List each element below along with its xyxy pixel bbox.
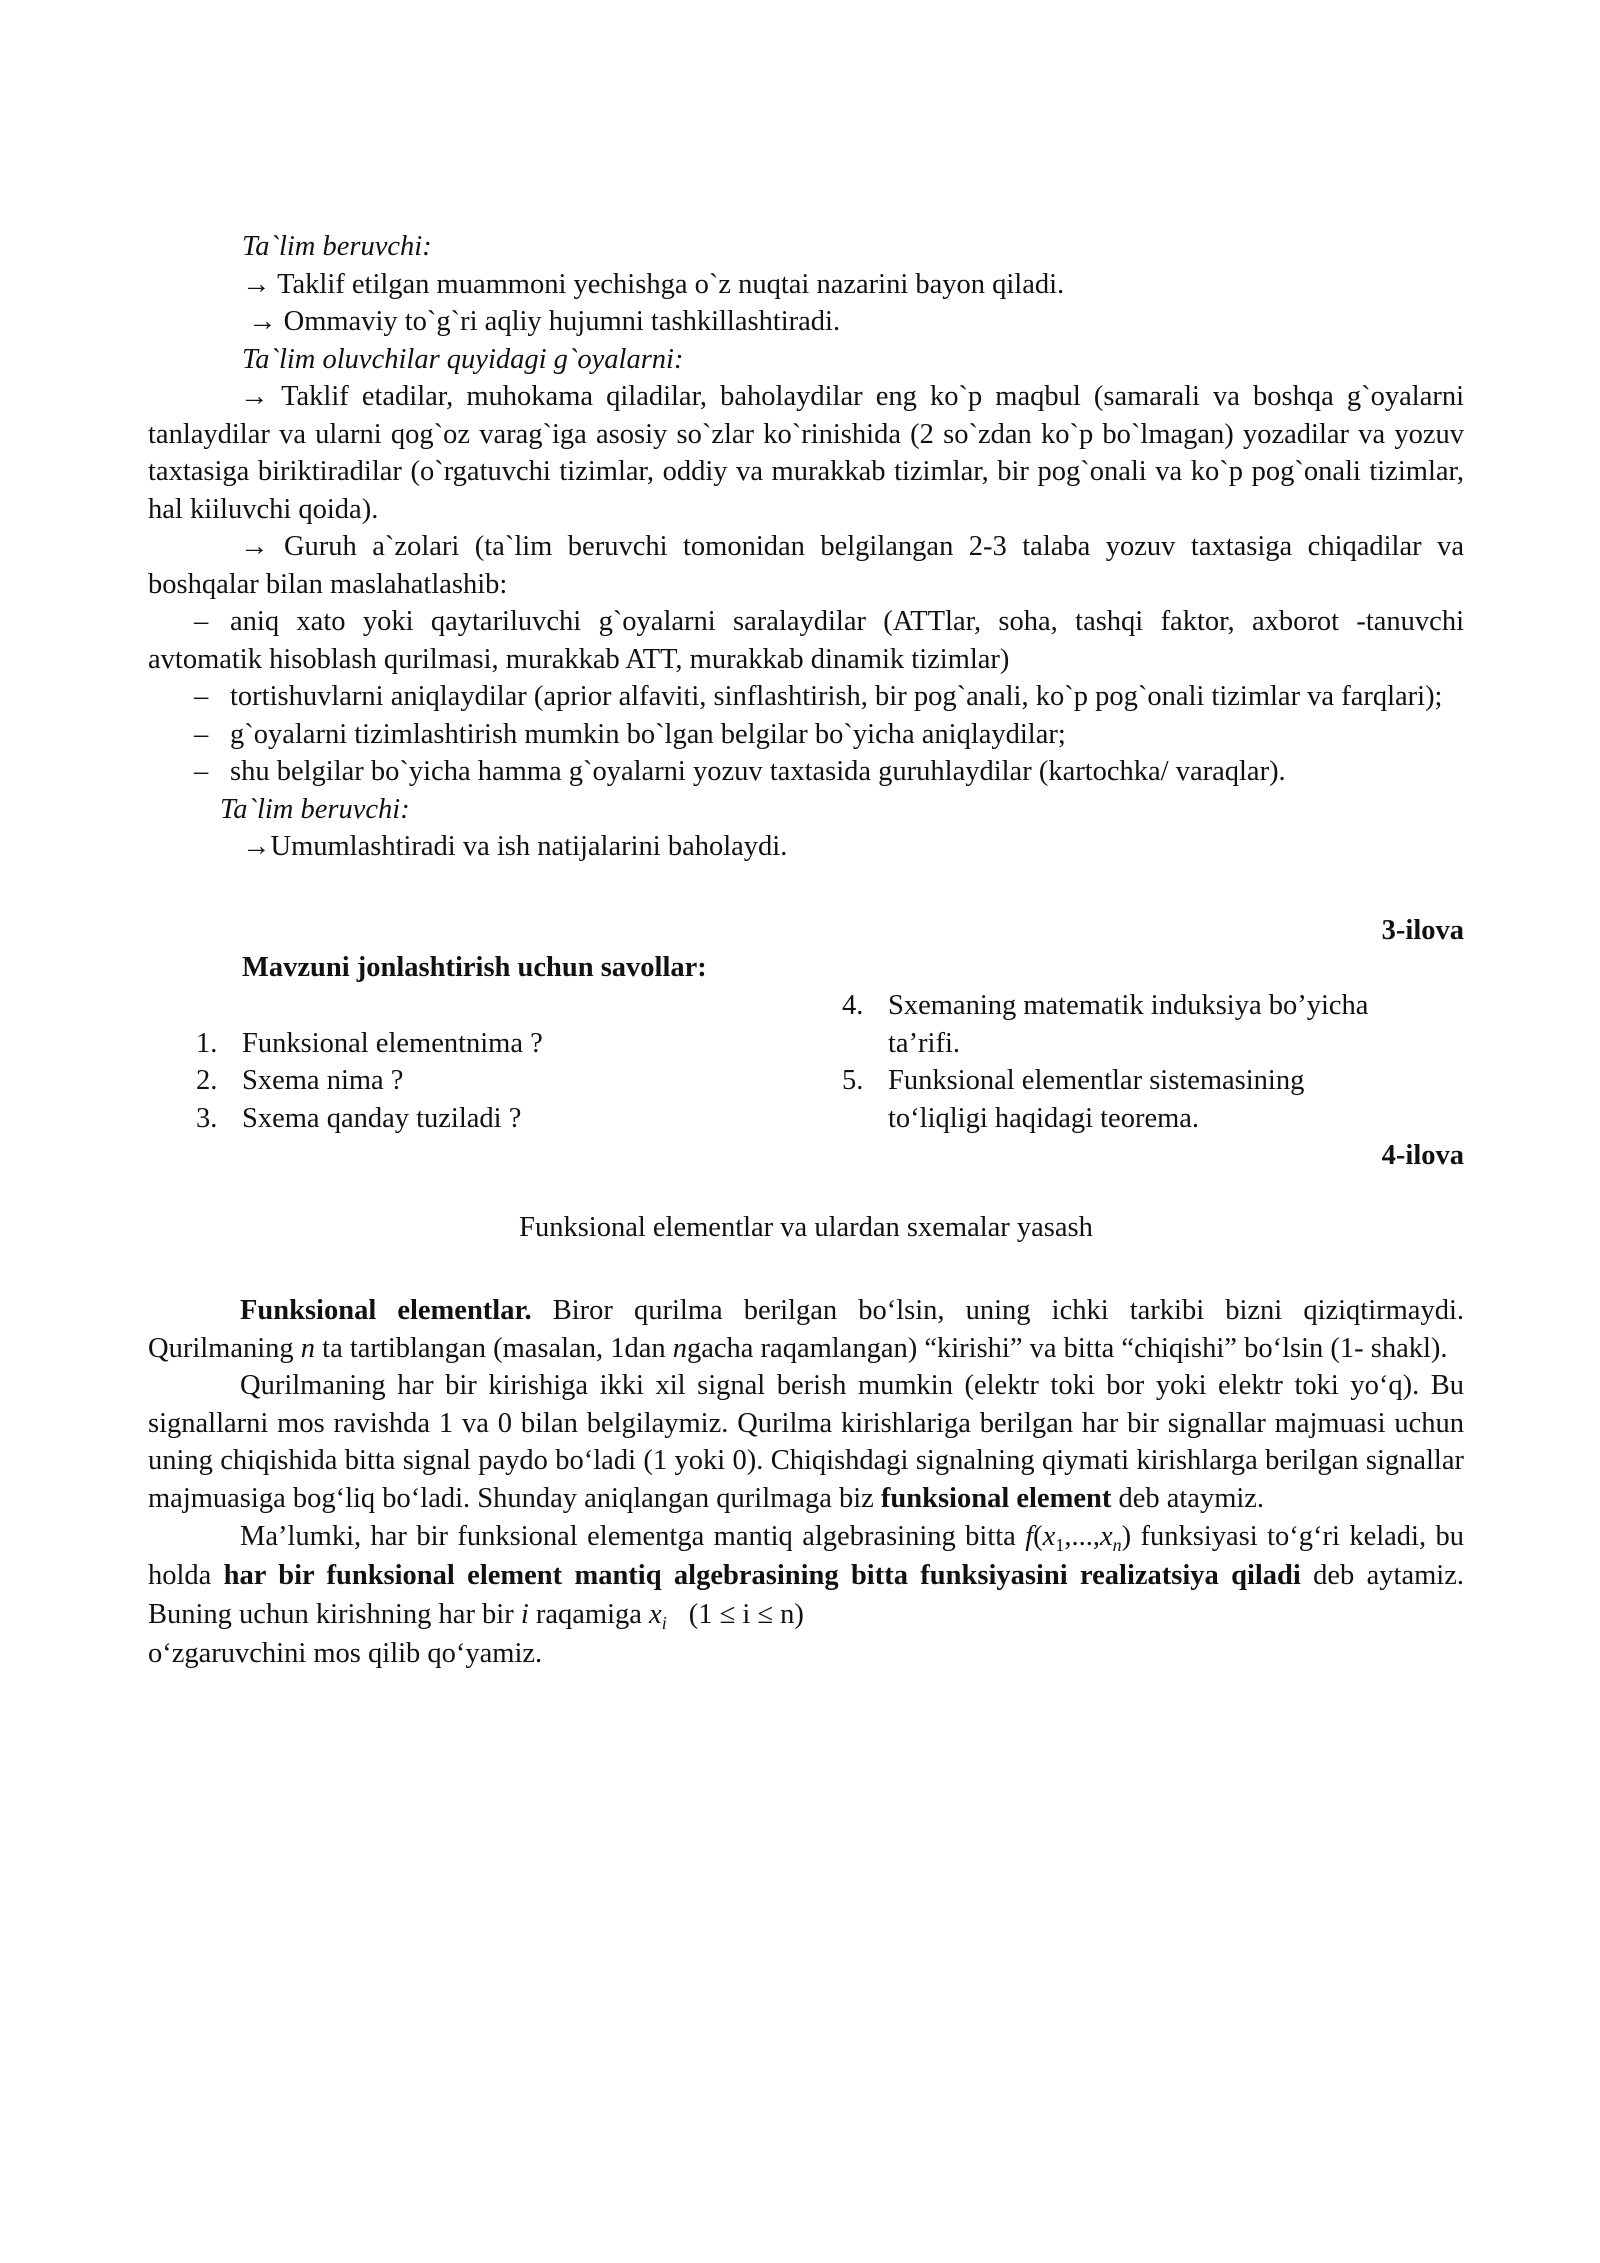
questions-left-column (148, 949, 770, 1137)
teacher-item-1: → Taklif etilgan muammoni yechishga o`z nuqtai nazarini bayon qiladi. (242, 268, 1065, 300)
question-text: Sxema nima ? (242, 1065, 404, 1096)
teacher-item-3: →Umumlashtiradi va ish natijalarini baholaydi. (242, 831, 788, 862)
teacher-label-2: Ta`lim beruvchi: (220, 793, 410, 825)
function-formula: $f(x_1,...,x_n)$ (1025, 1521, 1132, 1555)
dash-item-text: g`oyalarni tizimlashtirish mumkin bo`lgan belgilar bo`yicha aniqlaydilar; (230, 718, 1066, 750)
dash-item-text: tortishuvlarni aniqlaydilar (aprior alfaviti, sinflashtirish, bir pog`anali, ko`p pog`onali tizimlar va farqlari); (230, 681, 1443, 712)
dash-symbol: – (194, 718, 209, 750)
question-item (842, 1062, 1464, 1100)
bold-term: funksional element (880, 1482, 1112, 1514)
question-number: 4. (842, 990, 864, 1021)
bold-term: har bir funksional element mantiq algebrasining bitta funksiyasini realizatsiya qiladi (223, 1560, 1301, 1591)
paragraph-realization: Ma’lumki, har bir funksional elementga mantiq algebrasining bitta $f(x_1,...,x_n)$ funksiyasi to‘g‘ri keladi, bu holda har bir funksional element mantiq algebrasining bitta funksiyasini realizatsiya qiladi deb aytamiz. Buning uchun kirishning har bir i raqamiga $x_i$ (1 ≤ i ≤ n) o‘zgaruvchini mos qilib qo‘yamiz. (148, 1521, 1464, 1669)
dash-item-4 (148, 753, 1464, 791)
paragraph-functional-elements: Funksional elementlar. Biror qurilma berilgan bo‘lsin, uning ichki tarkibi bizni qiziqtirmaydi. Qurilmaning n ta tartiblangan (masalan, 1dan ngacha raqamlangan) “kirishi” va bitta “chiqishi” bo‘lsin (1- shakl). (148, 1295, 1465, 1364)
dash-symbol: – (194, 756, 209, 787)
question-number: 3. (196, 1102, 218, 1134)
section-heading: Funksional elementlar va ulardan sxemalar yasash (519, 1211, 1093, 1243)
index-range: (1 ≤ i ≤ n) (688, 1599, 804, 1630)
question-number: 2. (196, 1065, 218, 1096)
question-text: to‘liqligi haqidagi teorema. (888, 1102, 1200, 1134)
question-text: Sxema qanday tuziladi ? (242, 1102, 522, 1134)
teacher-label-1: Ta`lim beruvchi: (242, 231, 432, 262)
question-number: 1. (196, 1027, 218, 1059)
dash-item-text: shu belgilar bo`yicha hamma g`oyalarni yozuv taxtasida guruhlaydilar (kartochka/ varaqlar). (230, 756, 1286, 787)
question-item (148, 1062, 770, 1100)
dash-item-text: aniq xato yoki qaytariluvchi g`oyalarni saralaydilar (ATTlar, soha, tashqi faktor, axborot -tanuvchi avtomatik hisoblash qurilmasi, murakkab ATT, murakkab dinamik tizimlar) (148, 606, 1464, 675)
question-item (842, 987, 1464, 1025)
question-item-continued (842, 1025, 1464, 1063)
paragraph-signals: Qurilmaning har bir kirishiga ikki xil signal berish mumkin (elektr toki bor yoki elektr toki yo‘q). Bu signallarni mos ravishda 1 va 0 bilan belgilaymiz. Qurilma kirishlariga berilgan har bir signallar majmuasi uchun uning chiqishida bitta signal paydo bo‘ladi (1 yoki 0). Chiqishdagi signalning qiymati kirishlarga berilgan signallar majmuasiga bog‘liq bo‘ladi. Shunday aniqlangan qurilmaga biz funksional element deb ataymiz. (148, 1370, 1464, 1514)
bold-term: Funksional elementlar. (240, 1295, 532, 1326)
questions-title: Mavzuni jonlashtirish uchun savollar: (242, 952, 707, 983)
questions-section (148, 949, 1464, 1137)
appendix-3-label: 3-ilova (1381, 914, 1464, 946)
students-label: Ta`lim oluvchilar quyidagi g`oyalarni: (242, 343, 684, 375)
students-paragraph-2: → Guruh a`zolari (ta`lim beruvchi tomonidan belgilangan 2-3 talaba yozuv taxtasiga chiqadilar va boshqalar bilan maslahatlashib: (148, 531, 1464, 600)
document-page (148, 228, 1464, 1673)
question-text: Sxemaning matematik induksiya bo’yicha (888, 990, 1369, 1021)
question-item (148, 1100, 770, 1138)
appendix-4-label: 4-ilova (1381, 1140, 1464, 1171)
question-text: Funksional elementlar sistemasining (888, 1065, 1305, 1096)
question-text: Funksional elementnima ? (242, 1027, 543, 1059)
question-item-continued (842, 1100, 1464, 1138)
question-text: ta’rifi. (888, 1027, 961, 1059)
questions-right-column (770, 949, 1464, 1137)
dash-item-2 (148, 678, 1464, 716)
question-item (148, 1025, 770, 1063)
question-number: 5. (842, 1065, 864, 1096)
dash-symbol: – (194, 606, 209, 637)
dash-symbol: – (194, 681, 209, 712)
teacher-item-2: → Ommaviy to`g`ri aqliy hujumni tashkillashtiradi. (248, 306, 841, 337)
dash-item-3 (148, 716, 1464, 754)
students-paragraph-1: → Taklif etadilar, muhokama qiladilar, baholaydilar eng ko`p maqbul (samarali va boshqa g`oyalarni tanlaydilar va ularni qog`oz varag`iga asosiy so`zlar ko`rinishida (2 so`zdan ko`p bo`lmagan) yozadilar va yozuv taxtasiga biriktiradilar (o`rgatuvchi tizimlar, oddiy va murakkab tizimlar, bir pog`onali va ko`p pog`onali tizimlar, hal kiiluvchi qoida). (148, 381, 1464, 525)
dash-item-1 (148, 603, 1464, 678)
